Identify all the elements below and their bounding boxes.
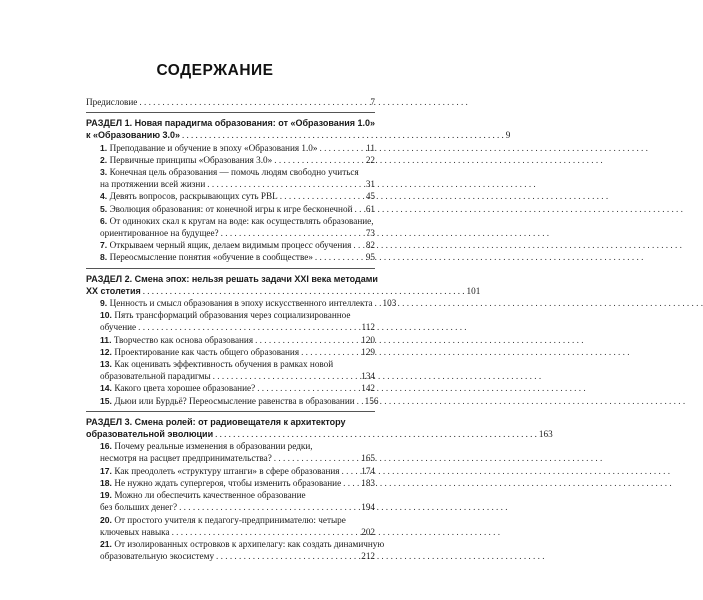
toc-entry-number: 14. <box>100 383 115 394</box>
leader-dots <box>343 477 359 489</box>
toc-entry-line: образовательную экосистему <box>100 551 215 562</box>
toc-entry-text <box>100 310 350 320</box>
leader-dots <box>139 96 368 108</box>
toc-entry-page: 183 <box>361 477 375 488</box>
toc-entry-text <box>100 334 253 346</box>
toc-entry-line: От простого учителя к педагогу-предпринимателю: четыре <box>114 514 346 525</box>
toc-entry-text <box>100 359 333 369</box>
toc-entry-text <box>100 477 341 489</box>
section-page: 9 <box>505 130 511 141</box>
toc-entry-line: ключевых навыка <box>100 526 170 537</box>
toc-entry[interactable] <box>86 227 375 239</box>
toc-entry-number: 6. <box>100 215 110 226</box>
toc-entry-line: образовательной парадигмы <box>100 371 211 382</box>
toc-entry-page: 156 <box>364 395 379 406</box>
toc-entry-number: 18. <box>100 477 115 488</box>
toc-entry-page: 45 <box>365 191 375 202</box>
toc-entry-number: 4. <box>100 191 110 202</box>
section-heading-line[interactable] <box>86 129 511 141</box>
toc-entry-line: От изолированных островков к архипелагу: как создать динамичную <box>114 538 385 549</box>
toc-entry-line: обучение <box>100 322 137 333</box>
toc-entry-page: 11 <box>366 142 375 153</box>
leader-dots <box>257 382 359 394</box>
leader-dots <box>207 178 364 190</box>
toc-entry-text <box>100 465 340 477</box>
toc-entry[interactable] <box>86 166 375 178</box>
toc-entry-page: 129 <box>361 346 375 357</box>
toc-entry-text <box>100 382 255 394</box>
leader-dots <box>353 239 363 251</box>
toc-entry-line: Конечная цель образования — помочь людям свободно учиться <box>109 167 359 178</box>
toc-entry-page: 174 <box>361 465 375 476</box>
section-divider <box>86 411 375 412</box>
leader-dots <box>255 334 359 346</box>
toc-entry-text <box>100 154 272 166</box>
toc-entry-page: 7 <box>370 97 375 107</box>
section-heading-text: XX столетия <box>86 285 141 296</box>
toc-entry-line: Девять вопросов, раскрывающих суть PBL <box>109 191 278 202</box>
toc-entry-line: на протяжении всей жизни <box>100 179 206 190</box>
toc-entry-number: 7. <box>100 240 110 251</box>
toc-entry-text <box>100 239 351 251</box>
toc-entry-line: Проектирование как часть общего образования <box>114 346 300 357</box>
toc-entry-text <box>100 190 278 202</box>
toc-entry-number: 9. <box>100 298 110 309</box>
toc-entry-line: Открываем черный ящик, делаем видимым процесс обучения <box>109 240 352 251</box>
toc-entry-text <box>100 441 313 451</box>
leader-dots <box>179 501 359 513</box>
toc-entry-page: 31 <box>365 179 375 190</box>
section-heading-text: образовательной эволюции <box>86 429 214 440</box>
section-page: 163 <box>538 429 553 440</box>
toc-entry-page: 134 <box>361 371 375 382</box>
toc-entry[interactable] <box>86 465 375 477</box>
toc-entry[interactable] <box>86 321 375 333</box>
toc-entry[interactable] <box>86 489 375 501</box>
toc-entry-page: 120 <box>361 334 375 345</box>
toc-entry-line: Переосмысление понятия «обучение в сообществе» <box>109 252 313 263</box>
toc-entry-number: 10. <box>100 310 115 321</box>
toc-entry-line: Как преодолеть «структуру штанги» в сфере образования <box>114 465 340 476</box>
toc-entry-line: ориентированное на будущее? <box>100 228 219 239</box>
leader-dots <box>301 346 359 358</box>
toc-entry-text <box>100 346 299 358</box>
leader-dots <box>357 395 363 407</box>
toc-entry-line: Эволюция образования: от конечной игры к игре бесконечной <box>109 203 353 214</box>
toc-entry[interactable] <box>86 358 375 370</box>
toc-entry-text <box>100 501 177 513</box>
toc-entry-page: 194 <box>361 502 375 513</box>
leader-dots <box>216 550 359 562</box>
toc-entry-number: 13. <box>100 359 115 370</box>
leader-dots <box>375 297 381 309</box>
toc-entry-page: 142 <box>361 383 375 394</box>
toc-entry[interactable] <box>86 309 375 321</box>
toc-entry[interactable] <box>86 251 375 263</box>
toc-entry-page: 165 <box>361 453 375 464</box>
leader-dots <box>182 129 504 141</box>
toc-entry-page: 61 <box>365 203 375 214</box>
toc-entry-number: 15. <box>100 395 115 406</box>
toc-entry-line: Преподавание и обучение в эпоху «Образования 1.0» <box>109 142 318 153</box>
page-title: СОДЕРЖАНИЕ <box>156 62 274 79</box>
table-of-contents <box>86 96 553 562</box>
leader-dots <box>274 452 359 464</box>
leader-dots <box>138 321 359 333</box>
leader-dots <box>172 526 360 538</box>
section-heading[interactable]: РАЗДЕЛ 2. Смена эпох: нельзя решать задачи XXI века методами <box>86 273 378 284</box>
toc-entry-line: несмотря на расцвет предпринимательства? <box>100 453 272 464</box>
toc-entry-line: Почему реальные изменения в образовании редки, <box>114 441 313 452</box>
toc-entry[interactable] <box>86 514 375 526</box>
toc-entry[interactable] <box>86 334 375 346</box>
toc-entry-number: 2. <box>100 154 110 165</box>
toc-entry[interactable] <box>86 526 375 538</box>
toc-entry[interactable] <box>86 154 375 166</box>
toc-entry[interactable] <box>86 239 375 251</box>
section-heading-text: к «Образованию 3.0» <box>86 130 181 141</box>
toc-entry-text <box>100 216 374 226</box>
toc-entry-text <box>100 526 170 538</box>
section-divider <box>86 268 375 269</box>
toc-entry[interactable] <box>86 382 375 394</box>
toc-entry-text <box>100 203 352 215</box>
toc-entry[interactable] <box>86 215 375 227</box>
toc-entry[interactable] <box>86 346 375 358</box>
toc-entry-text <box>100 515 346 525</box>
leader-dots <box>274 154 364 166</box>
toc-entry-text: Предисловие <box>86 97 138 107</box>
toc-entry[interactable] <box>86 440 375 452</box>
toc-entry-page: 112 <box>361 322 375 333</box>
toc-entry-line: Не нужно ждать супергероя, чтобы изменить образование <box>114 477 342 488</box>
leader-dots <box>315 251 364 263</box>
toc-entry-text <box>100 142 317 154</box>
toc-entry-text <box>100 178 205 190</box>
toc-entry-number: 8. <box>100 252 110 263</box>
section-divider <box>86 112 375 113</box>
toc-entry[interactable] <box>86 203 375 215</box>
toc-entry-line: Дьюи или Бурдьё? Переосмысление равенства в образовании <box>114 395 355 406</box>
toc-entry-page: 103 <box>382 298 397 309</box>
toc-entry[interactable] <box>86 477 375 489</box>
toc-entry-line: Как оценивать эффективность обучения в рамках новой <box>114 359 334 370</box>
toc-entry[interactable] <box>86 178 375 190</box>
toc-entry-preface[interactable] <box>86 96 375 108</box>
toc-entry[interactable] <box>86 297 397 309</box>
section-page: 101 <box>466 285 481 296</box>
toc-entry-line: Ценность и смысл образования в эпоху искусственного интеллекта <box>109 298 373 309</box>
toc-entry-line: Творчество как основа образования <box>113 334 254 345</box>
toc-entry-line: Какого цвета хорошее образование? <box>114 383 256 394</box>
section-heading-line[interactable] <box>86 428 553 440</box>
toc-entry-page: 82 <box>365 240 375 251</box>
section-heading[interactable]: РАЗДЕЛ 1. Новая парадигма образования: от «Образования 1.0» <box>86 118 376 129</box>
leader-dots <box>221 227 364 239</box>
toc-entry[interactable] <box>86 370 375 382</box>
toc-entry[interactable] <box>86 538 385 550</box>
toc-entry-text <box>100 167 359 177</box>
toc-entry-number: 1. <box>100 142 110 153</box>
toc-entry-text <box>100 251 313 263</box>
toc-entry-page: 22 <box>365 154 375 165</box>
toc-entry-page: 73 <box>365 228 375 239</box>
toc-entry-text <box>100 370 211 382</box>
toc-entry-text <box>100 321 136 333</box>
toc-entry-number: 20. <box>100 514 115 525</box>
toc-entry-page: 95 <box>365 252 375 263</box>
toc-entry-text <box>100 452 272 464</box>
toc-entry[interactable] <box>86 550 375 562</box>
toc-entry-number: 3. <box>100 167 110 178</box>
leader-dots <box>213 370 360 382</box>
toc-entry-text <box>100 550 214 562</box>
toc-entry-line: Первичные принципы «Образования 3.0» <box>109 154 273 165</box>
toc-entry-number: 5. <box>100 203 110 214</box>
toc-entry[interactable] <box>86 142 375 154</box>
toc-entry[interactable] <box>86 452 375 464</box>
leader-dots <box>342 465 360 477</box>
toc-entry-line: без больших денег? <box>100 502 178 513</box>
toc-entry-number: 12. <box>100 346 115 357</box>
toc-entry[interactable] <box>86 501 375 513</box>
toc-entry-text <box>100 539 384 549</box>
toc-entry[interactable] <box>86 395 379 407</box>
leader-dots <box>319 142 364 154</box>
toc-entry-text <box>100 297 373 309</box>
toc-entry-page: 212 <box>361 551 375 562</box>
section-heading[interactable]: РАЗДЕЛ 3. Смена ролей: от радиовещателя к архитектору <box>86 416 346 427</box>
toc-entry-page: 202 <box>361 526 375 537</box>
toc-entry-number: 17. <box>100 465 115 476</box>
leader-dots <box>143 285 465 297</box>
toc-entry-number: 11. <box>100 334 114 345</box>
toc-entry-line: Пять трансформаций образования через социализированное <box>114 310 351 321</box>
leader-dots <box>280 190 364 202</box>
leader-dots <box>215 428 537 440</box>
toc-entry-number: 21. <box>100 538 115 549</box>
toc-sections <box>86 112 553 562</box>
toc-entry-text <box>100 490 306 500</box>
section-heading-line[interactable] <box>86 285 481 297</box>
toc-entry-number: 19. <box>100 490 115 501</box>
toc-entry-text <box>100 395 355 407</box>
leader-dots <box>354 203 363 215</box>
toc-entry-text <box>100 227 219 239</box>
toc-entry[interactable] <box>86 190 375 202</box>
toc-entry-number: 16. <box>100 441 115 452</box>
toc-entry-line: Можно ли обеспечить качественное образование <box>114 490 306 501</box>
toc-entry-line: От одиноких скал к кругам на воде: как осуществлять образование, <box>109 215 374 226</box>
